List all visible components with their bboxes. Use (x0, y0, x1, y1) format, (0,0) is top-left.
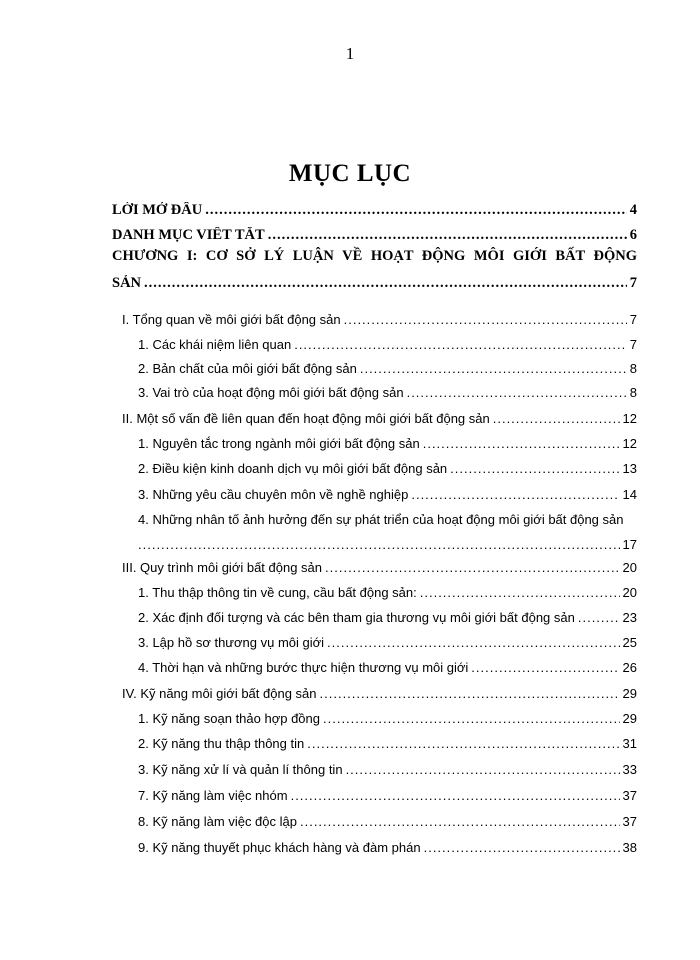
toc-entry-1-1[interactable] (138, 337, 637, 352)
dot-leader (144, 275, 627, 292)
toc-entry-page: 14 (622, 487, 637, 502)
toc-entry-label: 2. Điều kiện kinh doanh dịch vụ môi giới bất động sản (138, 461, 448, 476)
toc-entry-label: 1. Các khái niệm liên quan (138, 337, 292, 352)
toc-entry-page: 8 (629, 385, 637, 400)
toc-entry-2-2[interactable] (138, 461, 637, 476)
dot-leader (471, 660, 619, 675)
toc-entry-page: 33 (622, 762, 637, 777)
dot-leader (578, 610, 620, 625)
page-number: 1 (345, 44, 355, 63)
toc-entry-page: 38 (622, 840, 637, 855)
toc-entry-label: 9. Kỹ năng thuyết phục khách hàng và đàm phán (138, 840, 421, 855)
dot-leader (424, 840, 620, 855)
toc-entry-label: 8. Kỹ năng làm việc độc lập (138, 814, 297, 829)
dot-leader (420, 585, 620, 600)
toc-entry-page: 25 (622, 635, 637, 650)
toc-entry-4-7[interactable] (138, 788, 637, 803)
dot-leader (411, 487, 619, 502)
dot-leader (323, 711, 620, 726)
toc-entry-page: 7 (629, 312, 637, 327)
toc-entry-page: 29 (622, 686, 637, 701)
toc-entry-label: SẢN (112, 275, 142, 291)
toc-entry-section-4[interactable] (122, 686, 637, 701)
toc-entry-label: 3. Lập hồ sơ thương vụ môi giới (138, 635, 325, 650)
toc-entry-page: 37 (622, 788, 637, 803)
dot-leader (423, 436, 620, 451)
dot-leader (325, 560, 620, 575)
toc-entry-3-4[interactable] (138, 660, 637, 675)
dot-leader (344, 312, 627, 327)
toc-entry-label: 1. Thu thập thông tin về cung, cầu bất động sản: (138, 585, 417, 600)
dot-leader (407, 385, 627, 400)
toc-entry-page: 37 (622, 814, 637, 829)
dot-leader (268, 227, 627, 244)
toc-entry-1-2[interactable] (138, 361, 637, 376)
dot-leader (320, 686, 620, 701)
toc-entry-2-1[interactable] (138, 436, 637, 451)
dot-leader (205, 202, 627, 219)
toc-entry-page: 31 (622, 736, 637, 751)
toc-entry-page: 26 (622, 660, 637, 675)
toc-entry-page: 29 (622, 711, 637, 726)
toc-entry-label: LỜI MỞ ĐẦU (112, 202, 203, 218)
toc-entry-page: 23 (622, 610, 637, 625)
dot-leader (360, 361, 627, 376)
toc-entry-page: 4 (629, 202, 637, 218)
toc-entry-section-1[interactable] (122, 312, 637, 327)
toc-entry-2-4-line1[interactable]: 4. Những nhân tố ảnh hưởng đến sự phát triển của hoạt động môi giới bất động sản (138, 512, 624, 527)
toc-entry-label: DANH MỤC VIẾT TẮT (112, 227, 265, 243)
toc-entry-1-3[interactable] (138, 385, 637, 400)
dot-leader (450, 461, 619, 476)
toc-entry-label: 3. Những yêu cầu chuyên môn về nghề nghiệp (138, 487, 409, 502)
toc-entry-4-9[interactable] (138, 840, 637, 855)
dot-leader (300, 814, 620, 829)
toc-entry-3-3[interactable] (138, 635, 637, 650)
dot-leader (327, 635, 619, 650)
toc-entry-label: 1. Nguyên tắc trong ngành môi giới bất động sản (138, 436, 420, 451)
toc-entry-4-3[interactable] (138, 762, 637, 777)
toc-entry-section-2[interactable] (122, 411, 637, 426)
toc-entry-label: 4. Thời hạn và những bước thực hiện thương vụ môi giới (138, 660, 469, 675)
toc-entry-page: 20 (622, 585, 637, 600)
toc-entry-page: 7 (629, 275, 637, 291)
toc-entry-label: I. Tổng quan về môi giới bất động sản (122, 312, 341, 327)
toc-entry-label: 2. Xác định đối tượng và các bên tham gia thương vụ môi giới bất động sản (138, 610, 575, 625)
toc-entry-label: IV. Kỹ năng môi giới bất động sản (122, 686, 317, 701)
toc-entry-abbreviations[interactable] (112, 227, 637, 244)
toc-entry-3-2[interactable] (138, 610, 637, 625)
toc-entry-4-2[interactable] (138, 736, 637, 751)
toc-entry-intro[interactable] (112, 202, 637, 219)
toc-entry-label: 2. Kỹ năng thu thập thông tin (138, 736, 305, 751)
dot-leader (307, 736, 619, 751)
dot-leader (138, 537, 620, 552)
toc-entry-label: 1. Kỹ năng soạn thảo hợp đồng (138, 711, 320, 726)
toc-entry-3-1[interactable] (138, 585, 637, 600)
toc-entry-chapter1[interactable] (112, 275, 637, 292)
toc-entry-section-3[interactable] (122, 560, 637, 575)
toc-entry-chapter1-line1[interactable]: CHƯƠNG I: CƠ SỞ LÝ LUẬN VỀ HOẠT ĐỘNG MÔI GIỚI BẤT ĐỘNG (112, 248, 637, 264)
dot-leader (493, 411, 620, 426)
toc-entry-label: 7. Kỹ năng làm việc nhóm (138, 788, 288, 803)
toc-entry-4-1[interactable] (138, 711, 637, 726)
dot-leader (291, 788, 620, 803)
toc-entry-4-8[interactable] (138, 814, 637, 829)
dot-leader (294, 337, 627, 352)
toc-entry-page: 17 (622, 537, 637, 552)
toc-entry-label: 3. Vai trò của hoạt động môi giới bất động sản (138, 385, 404, 400)
toc-entry-label: 3. Kỹ năng xử lí và quản lí thông tin (138, 762, 343, 777)
toc-entry-page: 20 (622, 560, 637, 575)
toc-entry-page: 13 (622, 461, 637, 476)
toc-entry-page: 12 (622, 411, 637, 426)
toc-entry-page: 6 (629, 227, 637, 243)
toc-entry-label: 2. Bản chất của môi giới bất động sản (138, 361, 357, 376)
toc-entry-2-4[interactable] (138, 537, 637, 552)
toc-entry-page: 12 (622, 436, 637, 451)
toc-entry-label: III. Quy trình môi giới bất động sản (122, 560, 323, 575)
toc-title: MỤC LỤC (288, 160, 412, 187)
toc-entry-2-3[interactable] (138, 487, 637, 502)
toc-entry-page: 7 (629, 337, 637, 352)
toc-entry-page: 8 (629, 361, 637, 376)
toc-entry-label: II. Một số vấn đề liên quan đến hoạt động môi giới bất động sản (122, 411, 490, 426)
dot-leader (346, 762, 620, 777)
